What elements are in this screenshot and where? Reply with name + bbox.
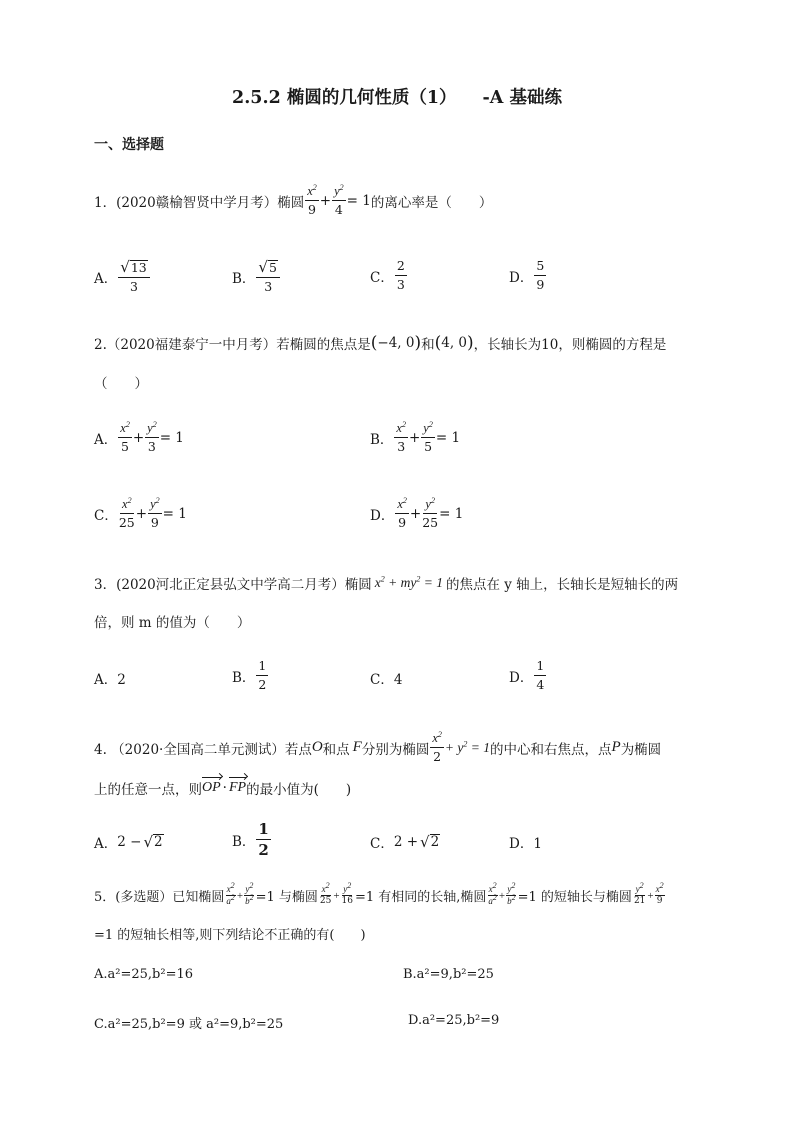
question-4-line2: 上的任意一点，则 OP · FP 的最小值为( ) xyxy=(94,780,352,798)
question-3: 3．(2020河北正定县弘文中学高二月考）椭圆 $x^2 + my^2 = 1$ 的焦点在 y 轴上，长轴长是短轴长的两 xyxy=(94,574,679,593)
q4-option-c: C． 2 + √ 2 xyxy=(370,832,440,852)
q3-option-b: B． $\frac{1}{2}$ xyxy=(232,658,267,692)
title-main: 2.5.2 椭圆的几何性质（1） xyxy=(232,88,457,108)
q1-option-c: C． $\frac{2}{3}$ xyxy=(370,258,405,292)
q2-option-b: B． $\frac{x^2}{3}$ + $\frac{y^2}{5}$ = 1 xyxy=(370,419,461,454)
page-title xyxy=(0,84,794,109)
q2-option-c: C． $\frac{x^2}{25}$ + $\frac{y^2}{9}$ = 1 xyxy=(94,495,187,530)
question-2: 2.（2020福建泰宁一中月考）若椭圆的焦点是 ( −4, 0 ) 和 ( 4, 0 ) ，长轴长为10，则椭圆的方程是 xyxy=(94,333,667,353)
question-4: 4. （2020·全国高二单元测试）若点 O 和点 F 分别为椭圆 $\frac{x^2}{2}$ + $y^2 = 1$ 的中心和右焦点，点 P 为椭圆 xyxy=(94,729,662,764)
question-1: 1．(2020赣榆智贤中学月考）椭圆 $\frac{x^2}{9}$ + $\frac{y^2}{4}$ = 1 的离心率是（ ） xyxy=(94,182,493,217)
question-3-line2: 倍，则 m 的值为（ ） xyxy=(94,615,251,631)
q1-option-b: B． √ 5 3 xyxy=(232,260,281,294)
q4-option-a: A． 2 − √ 2 xyxy=(94,832,163,852)
q4-option-d: D．1 xyxy=(509,836,542,852)
section-heading: 一、选择题 xyxy=(94,137,164,153)
vector-fp: FP xyxy=(228,780,247,795)
q1-option-a: A． √ 13 3 xyxy=(94,260,151,294)
fraction-y2-4: $\frac{y^2}{4}$ xyxy=(334,182,344,217)
q2-option-d: D． $\frac{x^2}{9}$ + $\frac{y^2}{25}$ = 1 xyxy=(370,495,464,530)
q3-option-d: D． $\frac{1}{4}$ xyxy=(509,658,545,692)
q5-option-d: D.a²=25,b²=9 xyxy=(408,1013,500,1028)
vector-op: OP xyxy=(202,780,221,795)
q2-option-a: A． $\frac{x^2}{5}$ + $\frac{y^2}{3}$ = 1 xyxy=(94,419,184,454)
q4-option-b: B． $\frac{1}{2}$ xyxy=(232,820,269,859)
q5-option-c: C.a²=25,b²=9 或 a²=9,b²=25 xyxy=(94,1017,284,1032)
fraction-x2-9: $\frac{x^2}{9}$ xyxy=(307,182,317,217)
question-5: 5．(多选题）已知椭圆 $\frac{x^2}{a^2}$ + $\frac{y^2}{b^2}$ =1 与椭圆 $\frac{x^2}{25}$ + $\frac{y^2}{16}$ =1 有相同的长轴,椭圆 $\frac{x^2}{a^2}$ + $\frac{y^2}{b^2}$ =1 的短轴长与椭圆 $\frac{y^2}{21}$ + $\frac{x^2}{9}$ xyxy=(94,881,664,906)
question-2-line2: （ ） xyxy=(94,376,148,392)
q5-option-b: B.a²=9,b²=25 xyxy=(403,967,494,982)
q1-option-d: D． $\frac{5}{9}$ xyxy=(509,258,545,292)
q5-option-a: A.a²=25,b²=16 xyxy=(94,967,194,982)
q3-option-a: A．2 xyxy=(94,672,126,688)
title-sub: -A 基础练 xyxy=(482,88,562,108)
question-5-line2: =1 的短轴长相等,则下列结论不正确的有( ) xyxy=(94,928,366,943)
q3-option-c: C．4 xyxy=(370,672,403,688)
